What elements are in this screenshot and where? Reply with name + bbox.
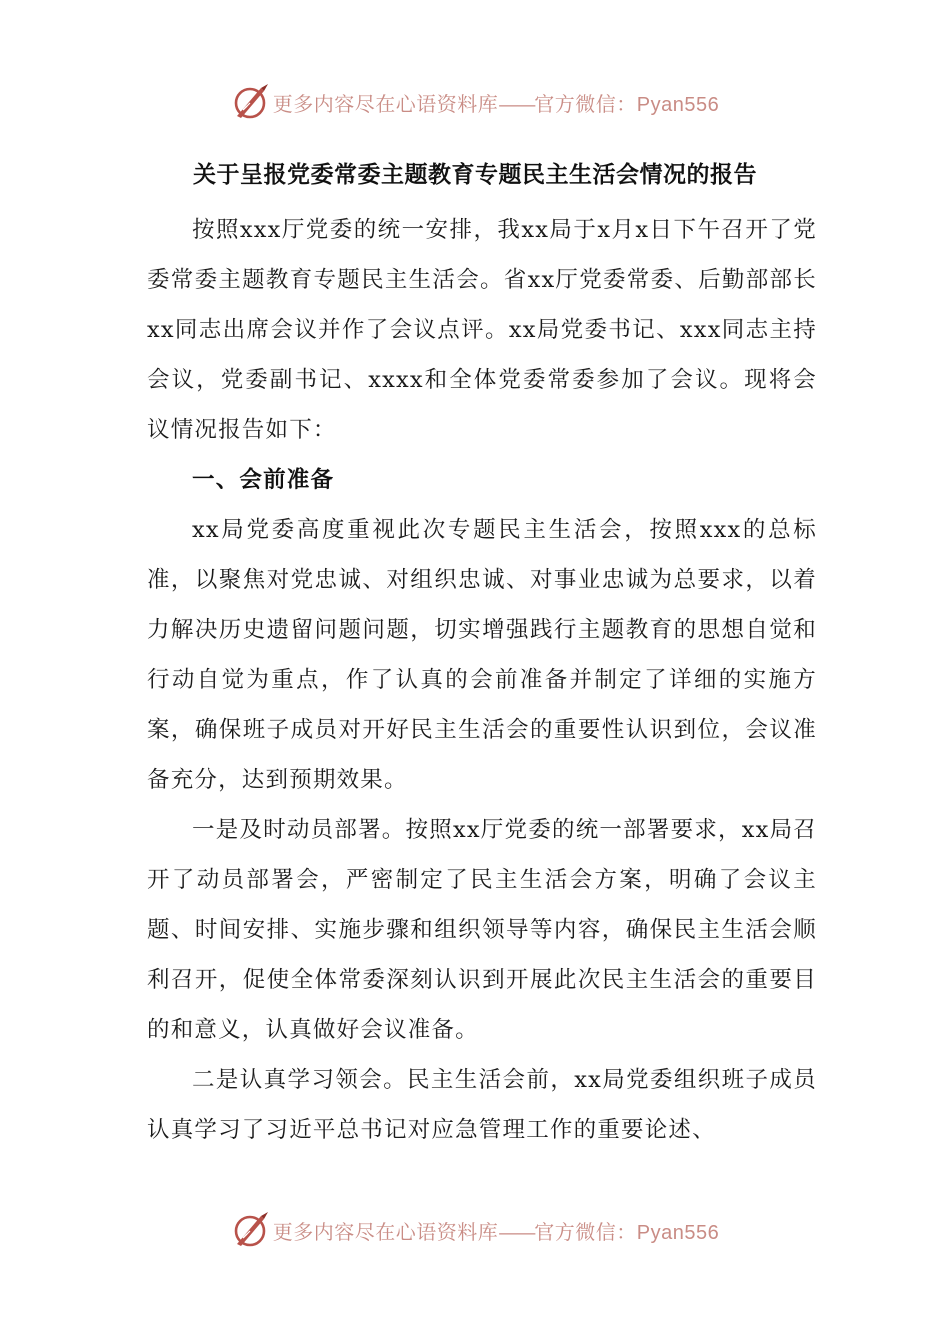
body-paragraph: 一是及时动员部署。按照xx厅党委的统一部署要求，xx局召开了动员部署会，严密制定了民主生活会方案，明确了会议主题、时间安排、实施步骤和组织领导等内容，确保民主生活会顺利召开，促使全体常委深刻认识到开展此次民主生活会的重要目的和意义，认真做好会议准备。	[147, 817, 817, 1043]
document-body	[147, 205, 817, 1155]
document-title: 关于呈报党委常委主题教育专题民主生活会情况的报告	[193, 162, 757, 188]
quill-pen-logo-icon	[231, 1210, 271, 1250]
quill-pen-logo-icon	[231, 82, 271, 122]
body-paragraph: 二是认真学习领会。民主生活会前，xx局党委组织班子成员认真学习了习近平总书记对应急管理工作的重要论述、	[147, 1067, 817, 1143]
watermark-text: 更多内容尽在心语资料库——官方微信：Pyan556	[272, 91, 720, 116]
body-paragraph: xx局党委高度重视此次专题民主生活会，按照xxx的总标准，以聚焦对党忠诚、对组织忠诚、对事业忠诚为总要求，以着力解决历史遗留问题问题，切实增强践行主题教育的思想自觉和行动自觉为重点，作了认真的会前准备并制定了详细的实施方案，确保班子成员对开好民主生活会的重要性认识到位，会议准备充分，达到预期效果。	[147, 517, 817, 793]
header-watermark	[0, 80, 950, 124]
section-heading: 一、会前准备	[192, 467, 335, 493]
footer-watermark	[0, 1208, 950, 1252]
intro-paragraph: 按照xxx厅党委的统一安排，我xx局于x月x日下午召开了党委常委主题教育专题民主生活会。省xx厅党委常委、后勤部部长xx同志出席会议并作了会议点评。xx局党委书记、xxx同志主持会议，党委副书记、xxxx和全体党委常委参加了会议。现将会议情况报告如下：	[147, 217, 817, 443]
watermark-text: 更多内容尽在心语资料库——官方微信：Pyan556	[272, 1219, 720, 1244]
